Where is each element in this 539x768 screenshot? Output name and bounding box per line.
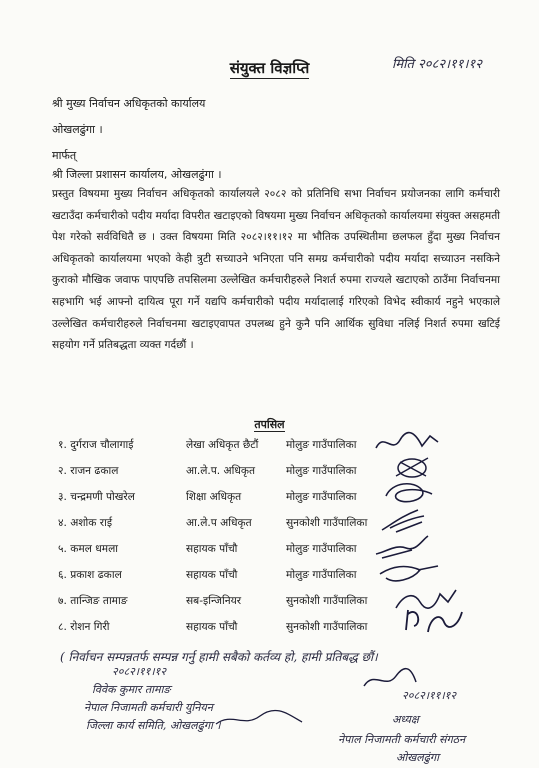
row-name: ६. प्रकाश ढकाल (58, 569, 122, 581)
row-office: मोलुङ गाउँपालिका (286, 543, 357, 555)
signature-left-scribble (214, 708, 304, 730)
row-name: ३. चन्द्रमणी पोखरेल (58, 491, 135, 503)
right-line-1: अध्यक्ष (392, 713, 419, 726)
row-office: मोलुङ गाउँपालिका (286, 569, 357, 581)
left-line-2: नेपाल निजामती कर्मचारी युनियन (84, 701, 213, 714)
row-post: लेखा अधिकृत छैटौं (186, 439, 259, 451)
address-line-3: मार्फत् (52, 149, 77, 162)
handwritten-note: ( निर्वाचन सम्पन्नतर्फ सम्पन्न गर्नु हामी सबैको कर्तव्य हो, हामी प्रतिबद्ध छौं। (60, 650, 378, 664)
table-row (0, 516, 539, 542)
body-paragraph: प्रस्तुत विषयमा मुख्य निर्वाचन अधिकृतको कार्यालयले २०८२ को प्रतिनिधि सभा निर्वाचन प्रयोजनका लागि कर्मचारी खटाउँदा कर्मचारीको पदीय मर्यादा विपरीत खटाइएको विषयमा मुख्य निर्वाचन अधिकृतको कार्यालयमा संयुक्त असहमती पेश गरेको सर्वविधितै छ । उक्त विषयमा मिति २०८२।११।१२ मा भौतिक उपस्थितीमा छलफल हुँदा मुख्य निर्वाचन अधिकृतको कार्यालयमा भएको केही त्रुटी सच्याउने भनिएता पनि समग्र कर्मचारीको पदीय मर्यादा सच्याउन नसकिने कुराको मौखिक जवाफ पाएपछि तपसिलमा उल्लेखित कर्मचारीहरुले निशर्त रुपमा राज्यले खटाएको ठाउँमा निर्वाचनमा सहभागि भई आफ्नो दायित्व पूरा गर्ने यद्यपि कर्मचारीको पदीय मर्यादालाई गरिएको विभेद स्वीकार्य नहुने भएकाले उल्लेखित कर्मचारीहरुले निर्वाचनमा खटाइएवापत उपलब्ध हुने कुनै पनि आर्थिक सुविधा नलिई निशर्त रुपमा खटिई सहयोग गर्ने प्रतिबद्धता व्यक्त गर्दछौं । (52, 188, 500, 352)
table-row (0, 438, 539, 464)
row-name: १. दुर्गराज चौलागाई (58, 439, 134, 451)
table-row (0, 490, 539, 516)
row-name: ७. तान्जिङ तामाङ (58, 595, 128, 607)
title-text: संयुक्त विज्ञप्ति (229, 59, 310, 77)
row-office: सुनकोशी गाउँपालिका (286, 595, 368, 607)
row-name: ४. अशोक राई (58, 517, 113, 529)
row-office: मोलुङ गाउँपालिका (286, 465, 357, 477)
row-name: ५. कमल धमला (58, 543, 119, 555)
right-date: २०८२।११।१२ (402, 689, 457, 702)
address-line-4: श्री जिल्ला प्रशासन कार्यालय, ओखलढुंगा । (52, 168, 222, 181)
row-post: आ.ले.प अधिकृत (186, 517, 252, 529)
row-post: सहायक पाँचौ (186, 569, 238, 581)
tapasil-heading-text: तपसिल (254, 418, 285, 431)
row-office: सुनकोशी गाउँपालिका (286, 517, 368, 529)
left-line-1: विवेक कुमार तामाङ (92, 683, 171, 696)
signature-3 (372, 478, 442, 508)
date-note: मिति २०८२।११।१२ (392, 57, 482, 72)
row-name: ८. रोशन गिरी (58, 621, 110, 633)
tapasil-heading (0, 417, 539, 432)
row-post: सहायक पाँचौ (186, 621, 238, 633)
right-line-3: ओखलढुंगा (396, 751, 439, 764)
row-office: मोलुङ गाउँपालिका (286, 439, 357, 451)
right-line-2: नेपाल निजामती कर्मचारी संगठन (338, 733, 466, 746)
signature-8 (400, 604, 470, 638)
table-row (0, 464, 539, 490)
table-row (0, 542, 539, 568)
address-line-2: ओखलढुंगा । (52, 123, 103, 136)
left-line-3: जिल्ला कार्य समिति, ओखलढुंगा । (86, 719, 221, 732)
row-post: सब-इन्जिनियर (186, 595, 242, 607)
row-name: २. राजन ढकाल (58, 465, 119, 477)
row-office: मोलुङ गाउँपालिका (286, 491, 357, 503)
row-post: सहायक पाँचौ (186, 543, 238, 555)
row-post: शिक्षा अधिकृत (186, 491, 242, 503)
row-office: सुनकोशी गाउँपालिका (286, 621, 368, 633)
address-line-1: श्री मुख्य निर्वाचन अधिकृतको कार्यालय (52, 97, 206, 110)
left-date: २०८२।११।१२ (112, 665, 167, 678)
row-post: आ.ले.प. अधिकृत (186, 465, 256, 477)
